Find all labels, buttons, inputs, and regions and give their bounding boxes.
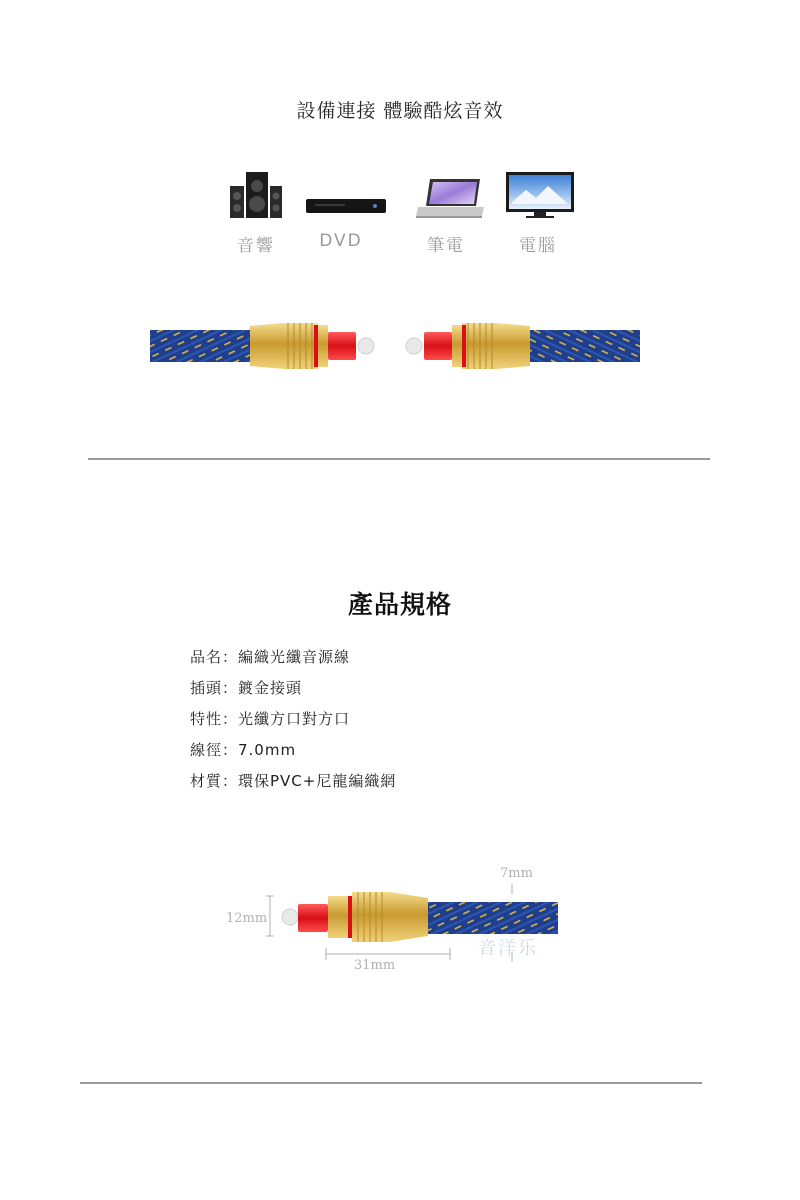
cable-right [406, 323, 640, 369]
spec-row: 品名：編織光纖音源線 [190, 648, 351, 666]
device-label: DVD [319, 231, 363, 251]
spec-row: 特性：光纖方口對方口 [190, 710, 351, 728]
dvd-player-icon [305, 196, 387, 216]
spec-row: 材質：環保PVC+尼龍編織網 [190, 772, 397, 790]
section-title: 設備連接 體驗酷炫音效 [296, 100, 504, 122]
device-label: 筆電 [427, 236, 465, 256]
speaker-icon [228, 168, 284, 220]
cable-left [150, 323, 374, 369]
spec-row: 插頭：鍍金接頭 [190, 679, 303, 697]
height-label: 12mm [226, 911, 268, 926]
divider [88, 458, 710, 460]
spec-row: 線徑：7.0mm [190, 741, 297, 759]
device-label: 音響 [237, 236, 275, 256]
watermark: 音洋乐 [478, 938, 538, 959]
laptop-icon [414, 176, 486, 220]
diameter-label: 7mm [500, 866, 533, 881]
length-label: 31mm [354, 958, 396, 973]
device-label: 電腦 [519, 236, 557, 256]
optical-cable-pair-illustration [150, 318, 640, 374]
divider [80, 1082, 702, 1084]
spec-title: 產品規格 [347, 590, 452, 619]
monitor-icon [504, 170, 576, 220]
